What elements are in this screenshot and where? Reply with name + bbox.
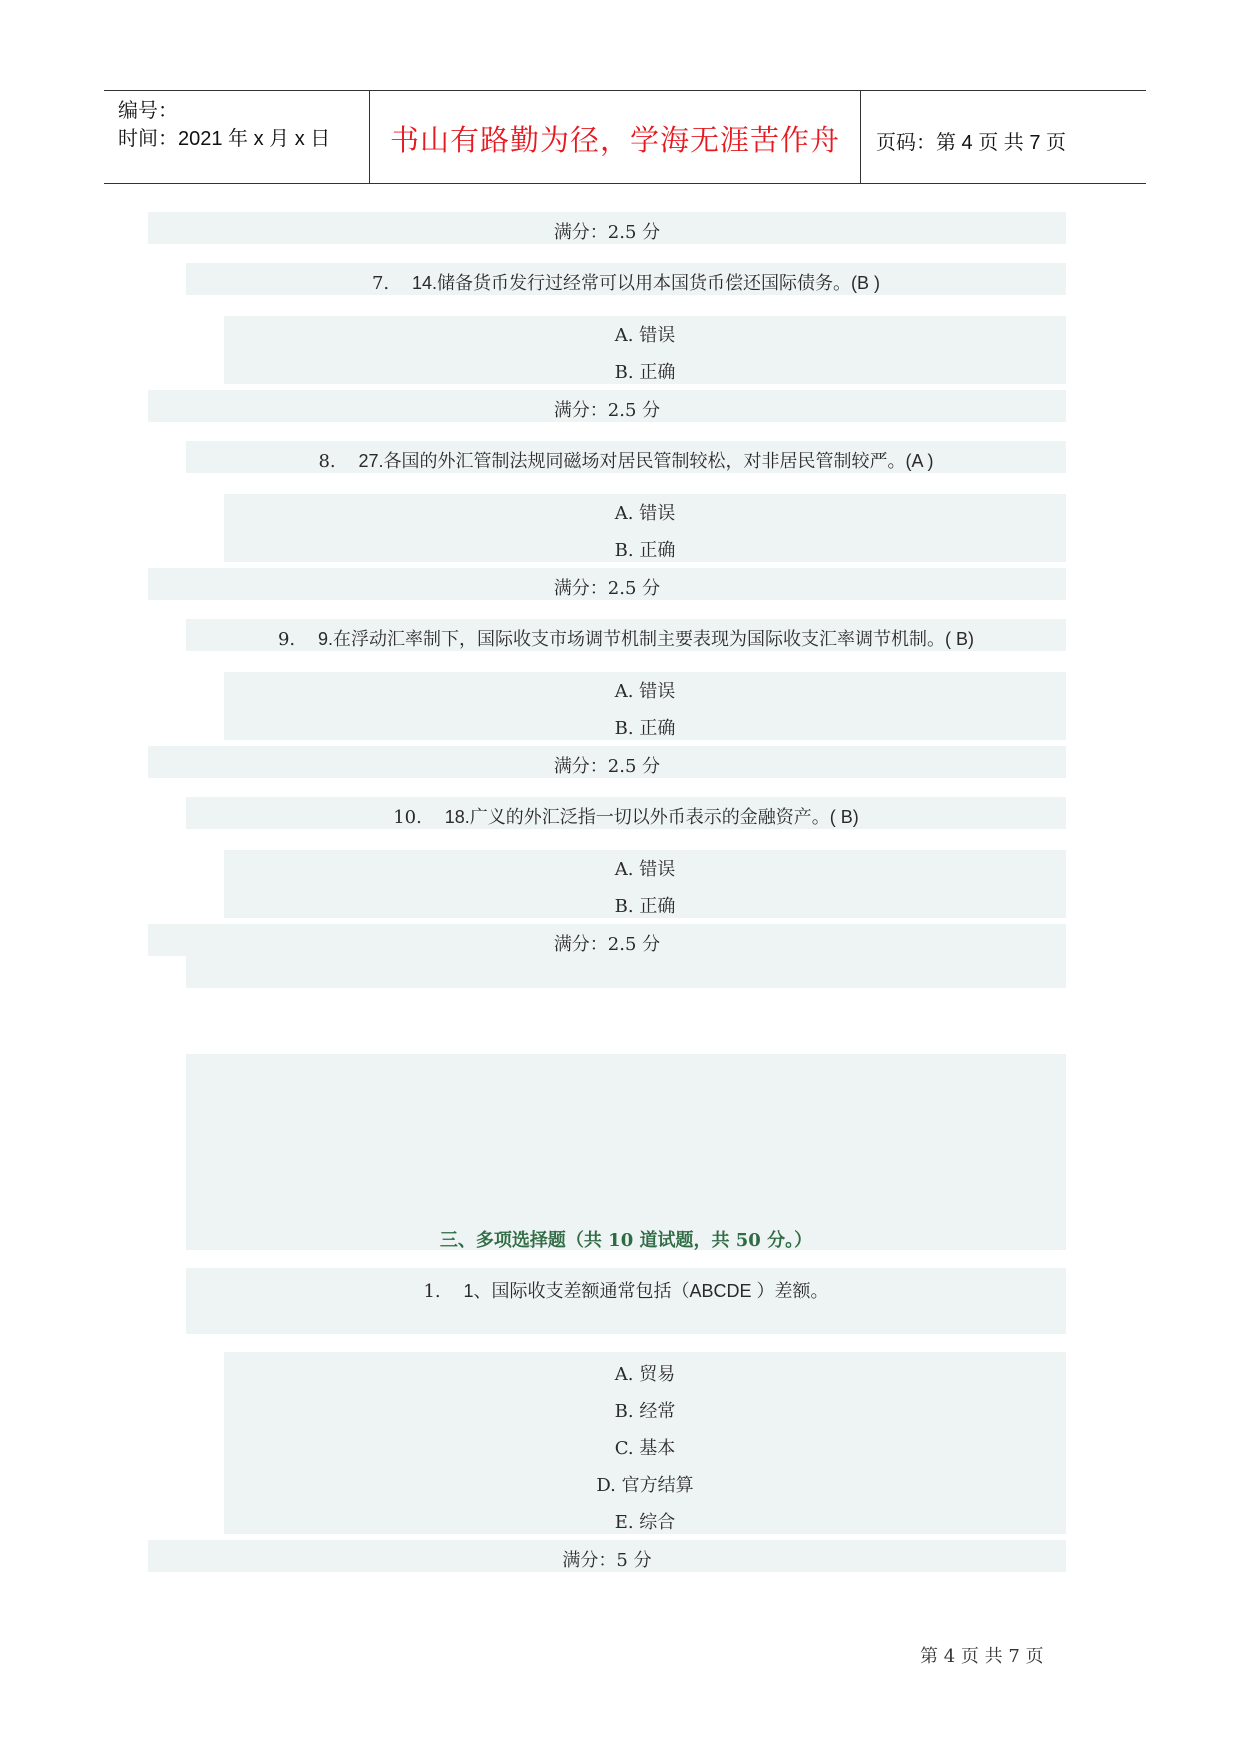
question-text: 27.各国的外汇管制法规同磁场对居民管制较松，对非居民管制较严。(A ) (358, 451, 934, 471)
option-b[interactable]: B. 正确 (614, 718, 676, 739)
score-label: 满分：2.5 分 (553, 400, 661, 421)
score-label: 满分：5 分 (562, 1550, 652, 1571)
option-a[interactable]: A. 错误 (614, 325, 676, 346)
option-a[interactable]: A. 错误 (614, 503, 676, 524)
question-number: 1. (423, 1281, 441, 1302)
question-text: 1、国际收支差额通常包括（ABCDE ）差额。 (463, 1281, 829, 1301)
header-time-label: 时间：2021 年 x 月 x 日 (118, 128, 331, 150)
question-text: 18.广义的外汇泛指一切以外币表示的金融资产。( B) (444, 807, 859, 827)
multi-question-1 (186, 1277, 1066, 1303)
score-label: 满分：2.5 分 (553, 222, 661, 243)
question-text: 14.储备货币发行过经常可以用本国货币偿还国际债务。(B ) (412, 273, 881, 293)
question-number: 10. (393, 807, 422, 828)
option-e[interactable]: E. 综合 (614, 1512, 676, 1533)
question-8 (186, 447, 1066, 473)
section-title: 三、多项选择题（共 10 道试题，共 50 分。） (439, 1230, 813, 1251)
score-label: 满分：2.5 分 (553, 934, 661, 955)
question-number: 8. (318, 451, 336, 472)
option-c[interactable]: C. 基本 (614, 1438, 676, 1459)
spacer-band (186, 956, 1066, 988)
header-number-label: 编号： (118, 100, 178, 122)
header-top-border (104, 90, 1146, 91)
question-9 (186, 625, 1066, 651)
question-text: 9.在浮动汇率制下，国际收支市场调节机制主要表现为国际收支汇率调节机制。( B) (318, 629, 975, 649)
option-b[interactable]: B. 正确 (614, 896, 676, 917)
question-7 (186, 269, 1066, 295)
option-b[interactable]: B. 经常 (614, 1401, 676, 1422)
question-number: 9. (277, 629, 296, 650)
page-footer: 第 4 页 共 7 页 (920, 1646, 1044, 1667)
option-b[interactable]: B. 正确 (614, 540, 676, 561)
header-bottom-border (104, 183, 1146, 184)
header-page-info: 页码：第 4 页 共 7 页 (876, 132, 1067, 154)
header-motto: 书山有路勤为径，学海无涯苦作舟 (389, 123, 840, 157)
header-divider-right (860, 90, 861, 183)
option-a[interactable]: A. 贸易 (614, 1364, 676, 1385)
question-10 (186, 803, 1066, 829)
option-d[interactable]: D. 官方结算 (596, 1475, 694, 1496)
score-label: 满分：2.5 分 (553, 756, 661, 777)
option-a[interactable]: A. 错误 (614, 859, 676, 880)
section-heading-band (186, 1054, 1066, 1250)
option-b[interactable]: B. 正确 (614, 362, 676, 383)
option-a[interactable]: A. 错误 (614, 681, 676, 702)
question-number: 7. (371, 273, 390, 294)
score-label: 满分：2.5 分 (553, 578, 661, 599)
